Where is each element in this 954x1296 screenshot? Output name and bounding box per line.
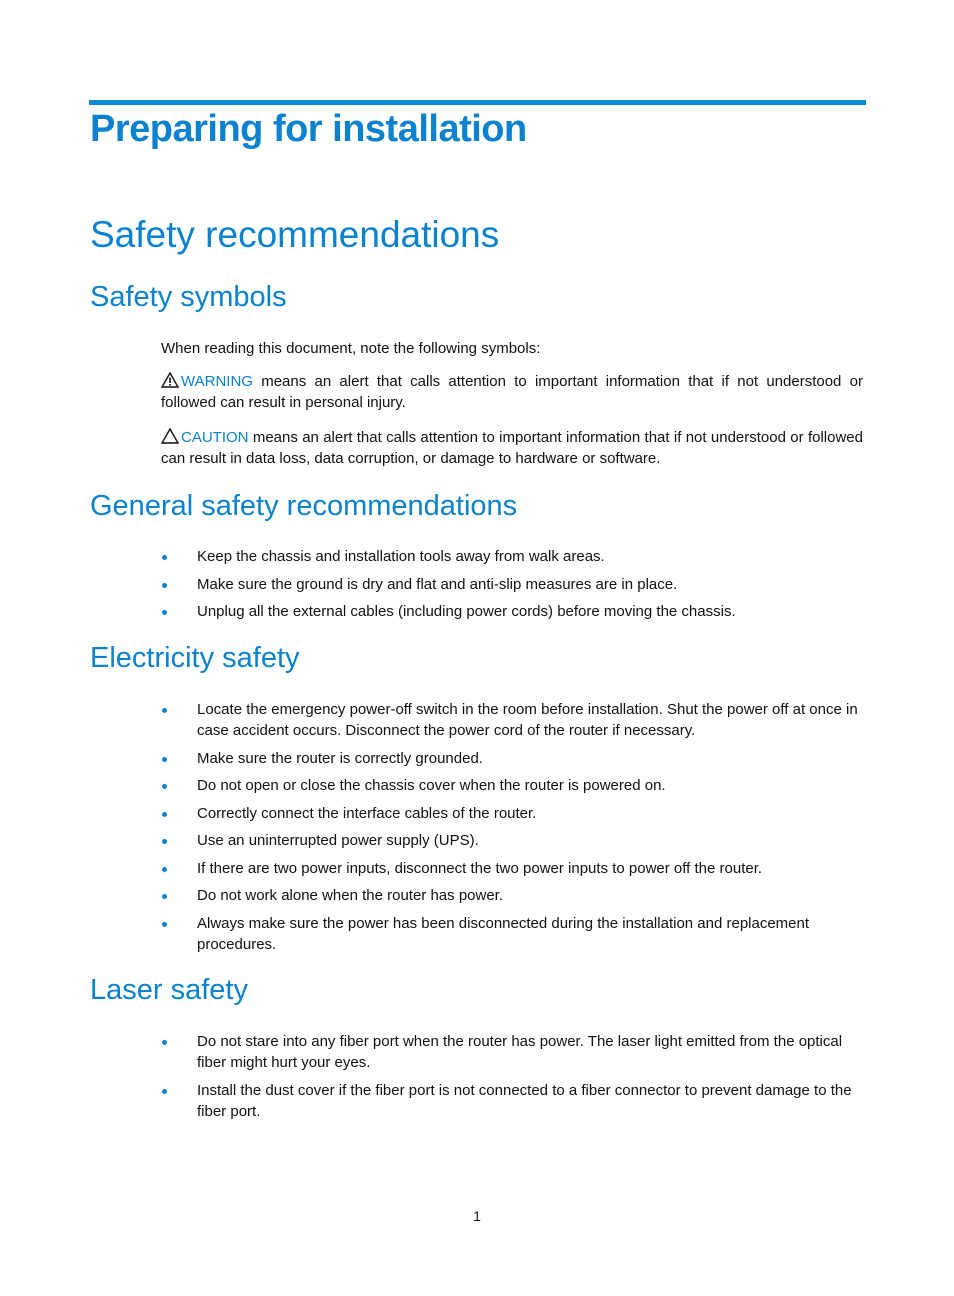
caution-note (161, 427, 863, 469)
electricity-safety-list (161, 699, 863, 961)
list-item (161, 574, 863, 595)
list-item (161, 601, 863, 622)
list-item (161, 748, 863, 769)
bullet-icon (162, 555, 167, 560)
bullet-icon (162, 708, 167, 713)
bullet-icon (162, 757, 167, 762)
bullet-icon (162, 1040, 167, 1045)
caution-text: means an alert that calls attention to important information that if not understood or followed can result in data loss, data corruption, or damage to hardware or software. (161, 429, 863, 467)
caution-triangle-icon (161, 428, 179, 444)
bullet-icon (162, 812, 167, 817)
bullet-icon (162, 922, 167, 927)
bullet-icon (162, 610, 167, 615)
list-item-text: Make sure the ground is dry and flat and anti-slip measures are in place. (197, 575, 678, 593)
safety-symbols-intro: When reading this document, note the following symbols: (161, 340, 541, 357)
list-item (161, 803, 863, 824)
bullet-icon (162, 867, 167, 872)
warning-label: WARNING (181, 373, 253, 390)
list-item (161, 858, 863, 879)
list-item (161, 1080, 863, 1122)
laser-safety-heading: Laser safety (90, 974, 248, 1006)
list-item (161, 775, 863, 796)
warning-triangle-icon (161, 372, 179, 388)
bullet-icon (162, 839, 167, 844)
list-item-text: Always make sure the power has been disconnected during the installation and replacement procedures. (197, 914, 810, 953)
chapter-rule (89, 100, 866, 105)
bullet-icon (162, 1089, 167, 1094)
chapter-title: Preparing for installation (90, 108, 527, 150)
list-item-text: Make sure the router is correctly grounded. (197, 749, 483, 767)
list-item-text: If there are two power inputs, disconnect the two power inputs to power off the router. (197, 859, 763, 877)
list-item-text: Unplug all the external cables (including power cords) before moving the chassis. (197, 603, 736, 620)
bullet-icon (162, 894, 167, 899)
list-item (161, 699, 863, 741)
bullet-icon (162, 784, 167, 789)
caution-label: CAUTION (181, 429, 249, 446)
warning-note (161, 371, 863, 413)
warning-text: means an alert that calls attention to important information that if not understood or followed can result in personal injury. (161, 373, 863, 411)
list-item-text: Correctly connect the interface cables of the router. (197, 804, 537, 822)
section-title: Safety recommendations (90, 214, 500, 255)
list-item-text: Locate the emergency power-off switch in the room before installation. Shut the power off at once in case accident occurs. Disconnect the power cord of the router if necessary. (197, 701, 858, 739)
list-item-text: Do not open or close the chassis cover when the router is powered on. (197, 777, 666, 794)
list-item (161, 1031, 863, 1073)
list-item-text: Use an uninterrupted power supply (UPS). (197, 832, 479, 849)
bullet-icon (162, 583, 167, 588)
list-item-text: Keep the chassis and installation tools away from walk areas. (197, 548, 605, 565)
general-safety-list (161, 546, 863, 629)
general-safety-heading: General safety recommendations (90, 490, 518, 522)
laser-safety-list (161, 1031, 863, 1128)
safety-symbols-heading: Safety symbols (90, 281, 287, 313)
list-item-text: Do not work alone when the router has power. (197, 887, 504, 904)
list-item-text: Do not stare into any fiber port when the router has power. The laser light emitted from the optical fiber might hurt your eyes. (197, 1033, 843, 1071)
page-number: 1 (473, 1208, 481, 1224)
electricity-safety-heading: Electricity safety (90, 642, 300, 674)
list-item-text: Install the dust cover if the fiber port is not connected to a fiber connector to prevent damage to the fiber port. (197, 1081, 852, 1120)
list-item (161, 830, 863, 851)
list-item (161, 546, 863, 567)
list-item (161, 913, 863, 955)
list-item (161, 885, 863, 906)
